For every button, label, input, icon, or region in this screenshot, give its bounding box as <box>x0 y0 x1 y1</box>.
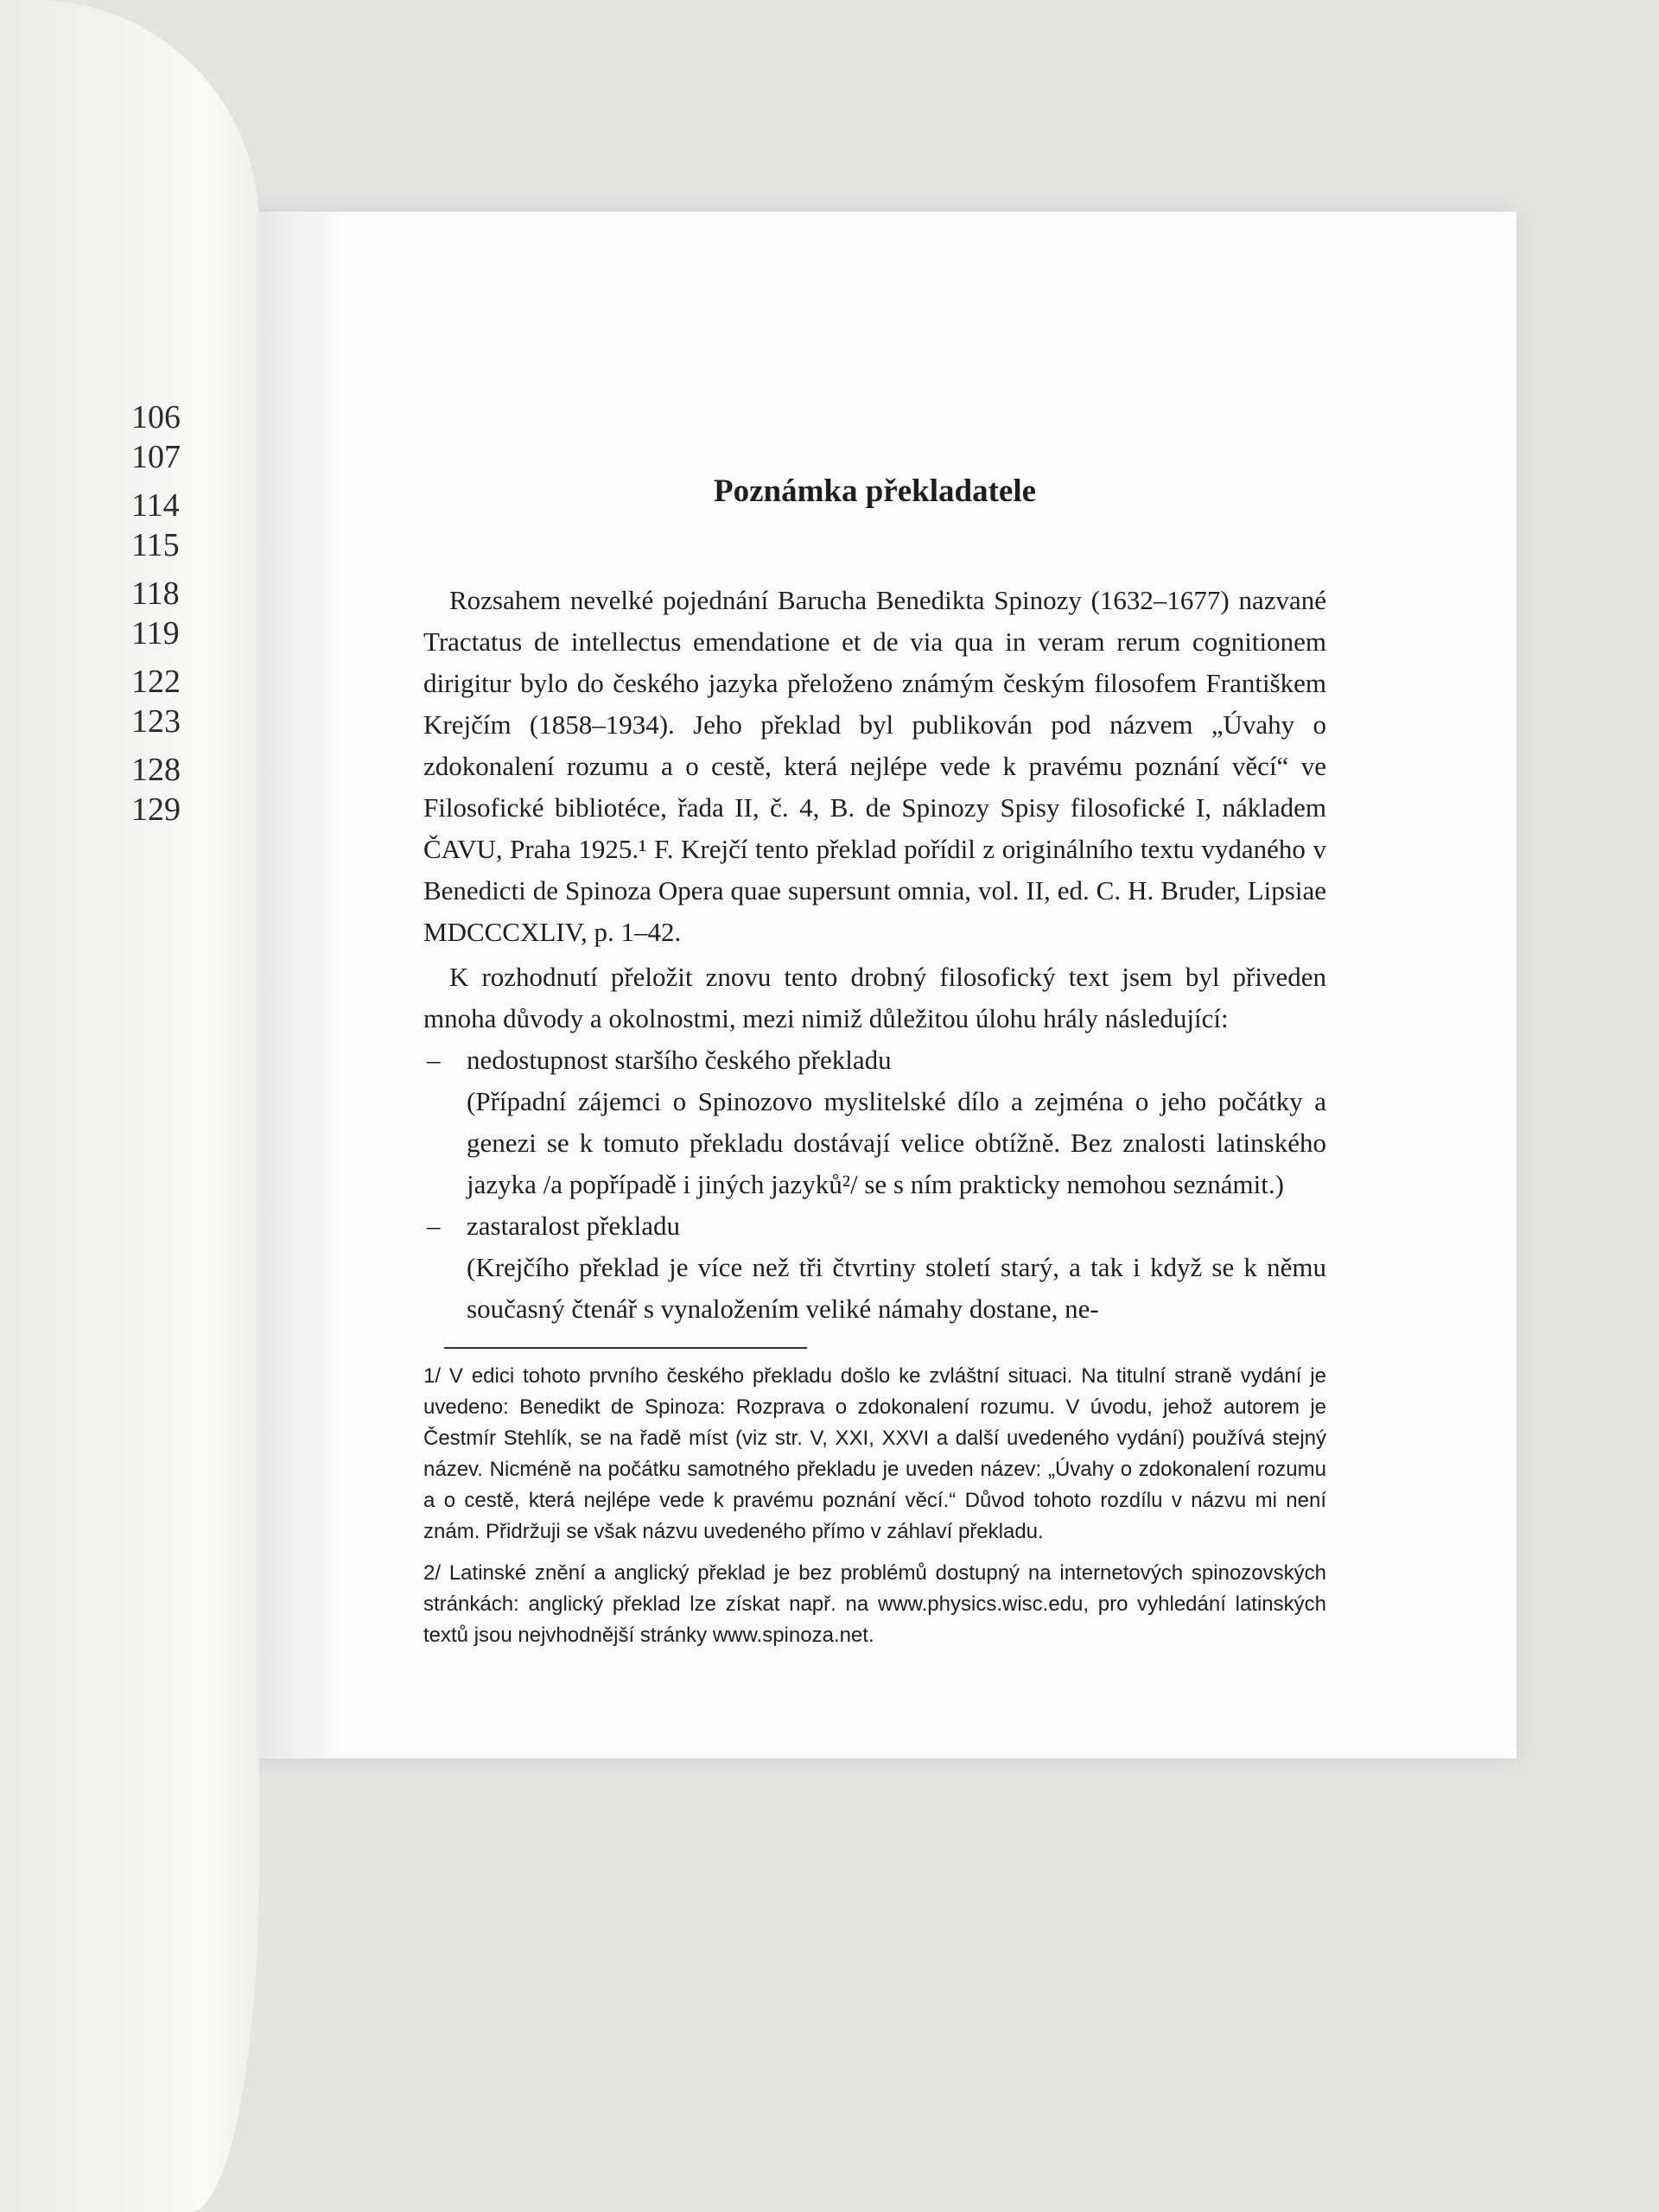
toc-group <box>131 662 181 741</box>
toc-number: 128 <box>131 752 181 788</box>
list-item-text: zastaralost překladu <box>467 1211 681 1241</box>
list-item <box>423 1039 1326 1081</box>
footnote-1: 1/ V edici tohoto prvního českého překladu došlo ke zvláštní situaci. Na titulní straně vydání je uvedeno: Benedikt de Spinoza: Rozprava o zdokonalení rozumu. V úvodu, jehož autorem je Čestmír Stehlík, se na řadě míst (viz str. V, XXI, XXVI a další uvedeného vydání) používá stejný název. Nicméně na počátku samotného překladu je uveden název: „Úvahy o zdokonalení rozumu a o cestě, která nejlépe vede k pravému poznání věcí.“ Důvod tohoto rozdílu v názvu mi není znám. Přidržuji se však názvu uvedeného přímo v záhlaví překladu. <box>423 1364 1326 1543</box>
toc-group <box>131 486 180 565</box>
toc-number: 119 <box>131 615 180 652</box>
list-item <box>423 1205 1326 1247</box>
toc-number: 115 <box>131 527 180 563</box>
dash-bullet: – <box>427 1211 441 1241</box>
page-content <box>423 471 1326 1662</box>
toc-group <box>131 397 181 477</box>
toc-number: 114 <box>131 487 180 524</box>
page-title: Poznámka překladatele <box>713 474 1037 509</box>
toc-number: 129 <box>131 791 181 828</box>
footnote-2: 2/ Latinské znění a anglický překlad je bez problémů dostupný na internetových spinozovských stránkách: anglický překlad lze získat např. na www.physics.wisc.edu, pro vyhledání latinských textů jsou nejvhodnější stránky www.spinoza.net. <box>423 1561 1326 1647</box>
toc-page-numbers <box>131 397 181 838</box>
toc-group <box>131 574 180 653</box>
toc-number: 123 <box>131 703 181 740</box>
list-item-text: nedostupnost staršího českého překladu <box>467 1045 892 1075</box>
toc-number: 107 <box>131 439 181 475</box>
paragraph-reasons: K rozhodnutí přeložit znovu tento drobný filosofický text jsem byl přiveden mnoha důvody a okolnostmi, mezi nimiž důležitou úlohu hrály následující: <box>423 962 1326 1033</box>
toc-number: 106 <box>131 399 181 435</box>
paragraph-intro: Rozsahem nevelké pojednání Barucha Benedikta Spinozy (1632–1677) nazvané Tractatus de intellectus emendatione et de via qua in veram rerum cognitionem dirigitur bylo do českého jazyka přeloženo známým českým filosofem Františkem Krejčím (1858–1934). Jeho překlad byl publikován pod názvem „Úvahy o zdokonalení rozumu a o cestě, která nejlépe vede k pravému poznání věcí“ ve Filosofické bibliotéce, řada II, č. 4, B. de Spinozy Spisy filosofické I, nákladem ČAVU, Praha 1925.¹ F. Krejčí tento překlad pořídil z originálního textu vydaného v Benedicti de Spinoza Opera quae supersunt omnia, vol. II, ed. C. H. Bruder, Lipsiae MDCCCXLIV, p. 1–42. <box>423 585 1326 947</box>
left-page <box>0 0 259 2212</box>
toc-number: 122 <box>131 664 181 700</box>
footnote-divider <box>444 1347 807 1349</box>
toc-group <box>131 750 181 830</box>
list-item-note: (Krejčího překlad je více než tři čtvrtiny století starý, a tak i když se k němu současný čtenář s vynaložením veliké námahy dostane, ne- <box>467 1252 1326 1324</box>
list-item-note: (Případní zájemci o Spinozovo myslitelské dílo a zejména o jeho počátky a genezi se k tomuto překladu dostávají velice obtížně. Bez znalosti latinského jazyka /a popřípadě i jiných jazyků²/ se s ním prakticky nemohou seznámit.) <box>467 1086 1326 1199</box>
dash-bullet: – <box>427 1045 441 1075</box>
toc-number: 118 <box>131 575 180 612</box>
